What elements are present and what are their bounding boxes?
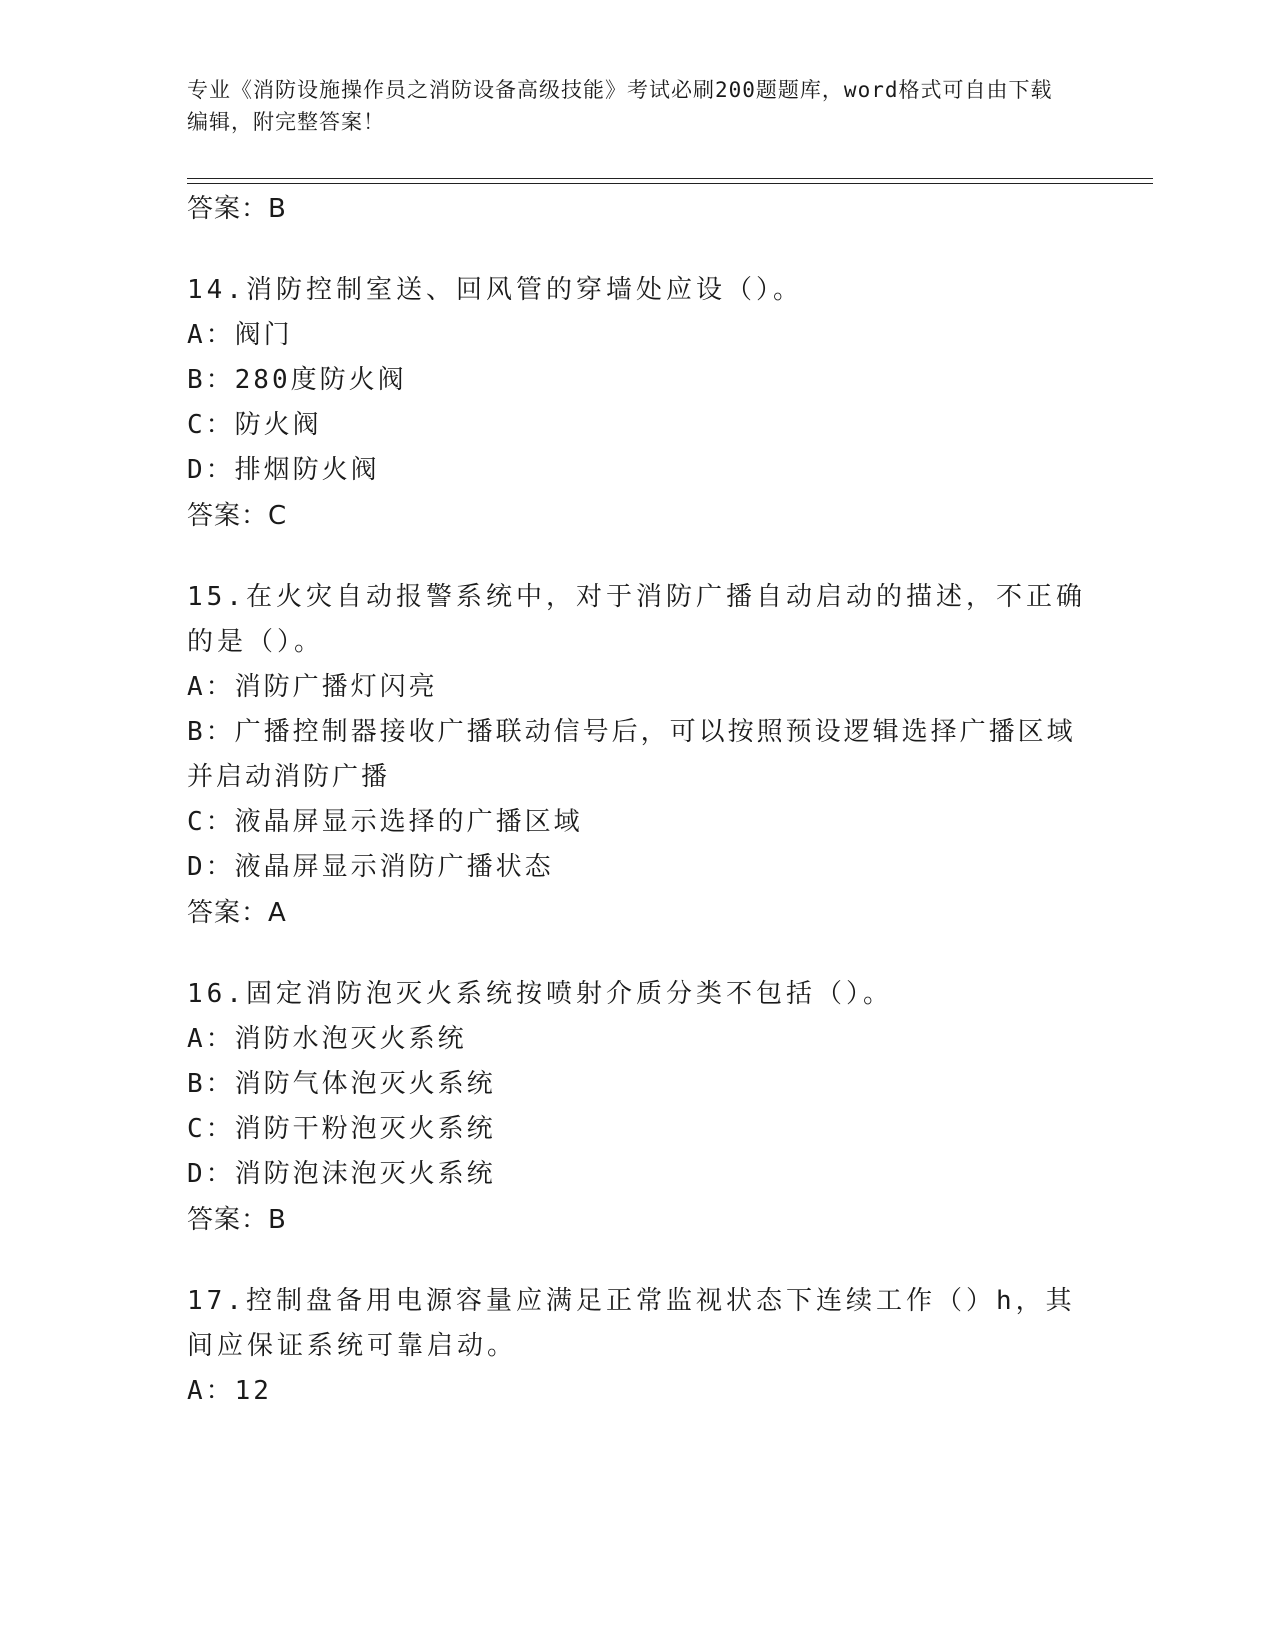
answer-line: 答案：C [187,501,288,531]
option-a: A：消防水泡灭火系统 [187,1024,467,1054]
question-stem: 15.在火灾自动报警系统中，对于消防广播自动启动的描述，不正确的是（）。 [187,582,1086,657]
option-b: B：广播控制器接收广播联动信号后，可以按照预设逻辑选择广播区域并启动消防广播 [187,717,1076,792]
header-rule-top [187,178,1153,179]
document-header: 专业《消防设施操作员之消防设备高级技能》考试必刷200题题库，word格式可自由下载编辑，附完整答案！ [187,78,1053,134]
question-16 [187,972,1087,1243]
answer-line: 答案：B [187,194,287,224]
question-list [187,186,1087,1414]
option-a: A：消防广播灯闪亮 [187,672,438,702]
option-d: D：液晶屏显示消防广播状态 [187,852,554,882]
option-c: C：防火阀 [187,410,322,440]
option-b: B：280度防火阀 [187,365,407,395]
question-14 [187,268,1087,539]
option-a: A：12 [187,1376,272,1406]
question-stem: 17.控制盘备用电源容量应满足正常监视状态下连续工作（）h，其间应保证系统可靠启动。 [187,1286,1076,1361]
option-d: D：排烟防火阀 [187,455,380,485]
answer-line: 答案：B [187,1205,287,1235]
header-rule-bottom [187,183,1153,184]
option-d: D：消防泡沫泡灭火系统 [187,1159,496,1189]
option-c: C：消防干粉泡灭火系统 [187,1114,496,1144]
question-stem: 14.消防控制室送、回风管的穿墙处应设（）。 [187,275,803,305]
option-b: B：消防气体泡灭火系统 [187,1069,496,1099]
option-a: A：阀门 [187,320,293,350]
option-c: C：液晶屏显示选择的广播区域 [187,807,583,837]
answer-line: 答案：A [187,898,287,928]
question-15 [187,575,1087,936]
question-stem: 16.固定消防泡灭火系统按喷射介质分类不包括（）。 [187,979,893,1009]
question-17 [187,1279,1087,1414]
